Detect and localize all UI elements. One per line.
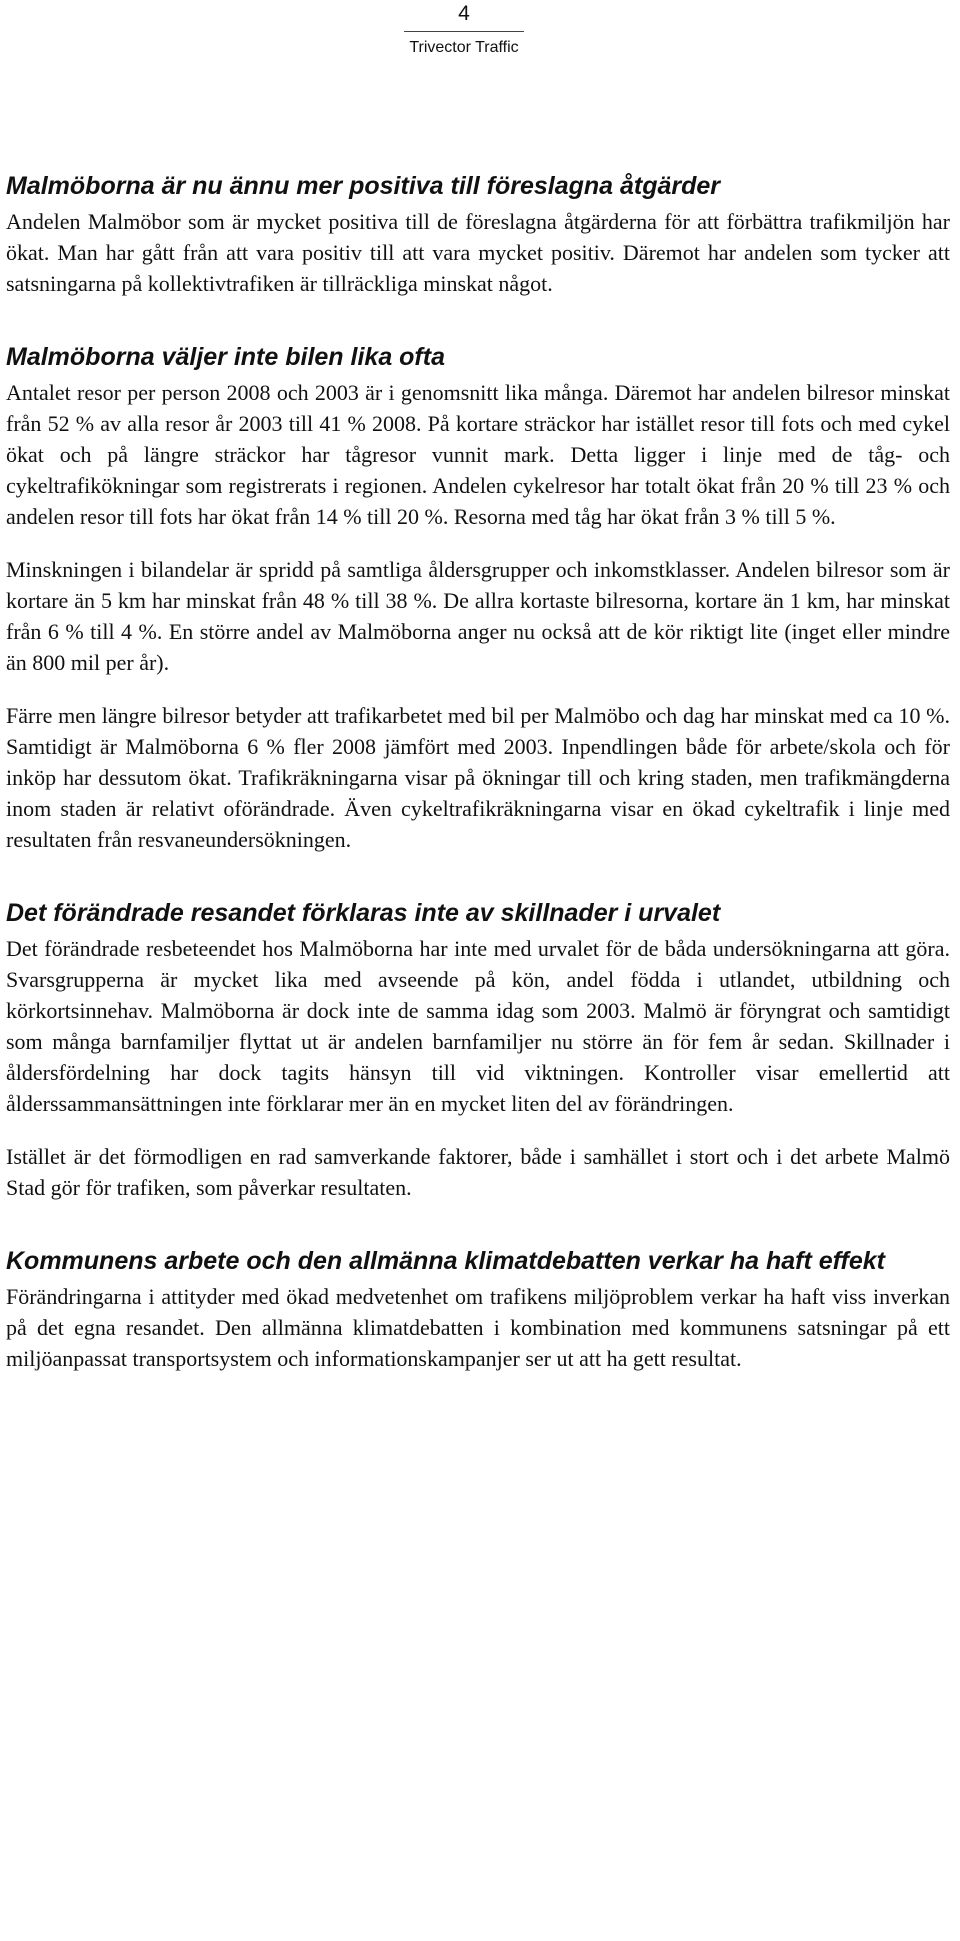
header-title: Trivector Traffic bbox=[409, 39, 519, 56]
section-heading: Malmöborna är nu ännu mer positiva till föreslagna åtgärder bbox=[6, 172, 721, 200]
paragraph: Förändringarna i attityder med ökad medvetenhet om trafikens miljöproblem verkar ha haft viss inverkan på det egna resandet. Den allmänna klimatdebatten i kombination med kommunens satsningar på ett miljöanpassat transportsystem och informationskampanjer ser ut att ha gett resultat. bbox=[6, 1284, 950, 1371]
paragraph: Istället är det förmodligen en rad samverkande faktorer, både i samhället i stort och i det arbete Malmö Stad gör för trafiken, som påverkar resultaten. bbox=[6, 1144, 950, 1200]
section-municipal-work bbox=[6, 1245, 950, 1374]
paragraph: Det förändrade resbeteendet hos Malmöborna har inte med urvalet för de båda undersökningarna att göra. Svarsgrupperna är mycket lika med avseende på kön, andel födda i utlandet, utbildning och körkortsinnehav. Malmöborna är dock inte de samma idag som 2003. Malmö är föryngrat och samtidigt som många barnfamiljer flyttat ut är andelen barnfamiljer nu större än för fem år sedan. Skillnader i åldersfördelning har dock tagits hänsyn till vid viktningen. Kontroller visar emellertid att ålderssammansättningen inte förklarar mer än en mycket liten del av förändringen. bbox=[6, 936, 950, 1116]
section-heading: Det förändrade resandet förklaras inte av skillnader i urvalet bbox=[6, 899, 721, 927]
document-body bbox=[6, 170, 950, 1416]
section-positive-measures bbox=[6, 170, 950, 299]
header-rule bbox=[404, 31, 524, 32]
paragraph: Antalet resor per person 2008 och 2003 är i genomsnitt lika många. Däremot har andelen bilresor minskat från 52 % av alla resor år 2003 till 41 % 2008. På kortare sträckor har istället resor till fots och med cykel ökat och på längre sträckor har tågresor vunnit mark. Detta ligger i linje med de tåg- och cykeltrafikökningar som registrerats i regionen. Andelen cykelresor har totalt ökat från 20 % till 23 % och andelen resor till fots har ökat från 14 % till 20 %. Resorna med tåg har ökat från 3 % till 5 %. bbox=[6, 380, 950, 529]
paragraph: Andelen Malmöbor som är mycket positiva till de föreslagna åtgärderna för att förbättra trafikmiljön har ökat. Man har gått från att vara positiv till att vara mycket positiv. Däremot har andelen som tycker att satsningarna på kollektivtrafiken är tillräckliga minskat något. bbox=[6, 209, 950, 296]
section-heading: Malmöborna väljer inte bilen lika ofta bbox=[6, 343, 445, 371]
section-heading: Kommunens arbete och den allmänna klimatdebatten verkar ha haft effekt bbox=[6, 1247, 885, 1275]
paragraph: Färre men längre bilresor betyder att trafikarbetet med bil per Malmöbo och dag har minskat med ca 10 %. Samtidigt är Malmöborna 6 % fler 2008 jämfört med 2003. Inpendlingen både för arbete/skola och för inköp har dessutom ökat. Trafikräkningarna visar på ökningar till och kring staden, men trafikmängderna inom staden är relativt oförändrade. Även cykeltrafikräkningarna visar en ökad cykeltrafik i linje med resultaten från resvaneundersökningen. bbox=[6, 703, 950, 852]
paragraph: Minskningen i bilandelar är spridd på samtliga åldersgrupper och inkomstklasser. Andelen bilresor som är kortare än 5 km har minskat från 48 % till 38 %. De allra kortaste bilresorna, kortare än 1 km, har minskat från 6 % till 4 %. En större andel av Malmöborna anger nu också att de kör riktigt lite (inget eller mindre än 800 mil per år). bbox=[6, 557, 950, 675]
page-number: 4 bbox=[458, 2, 470, 25]
page-header bbox=[404, 0, 524, 59]
section-car-use bbox=[6, 341, 950, 855]
section-sample-differences bbox=[6, 897, 950, 1203]
